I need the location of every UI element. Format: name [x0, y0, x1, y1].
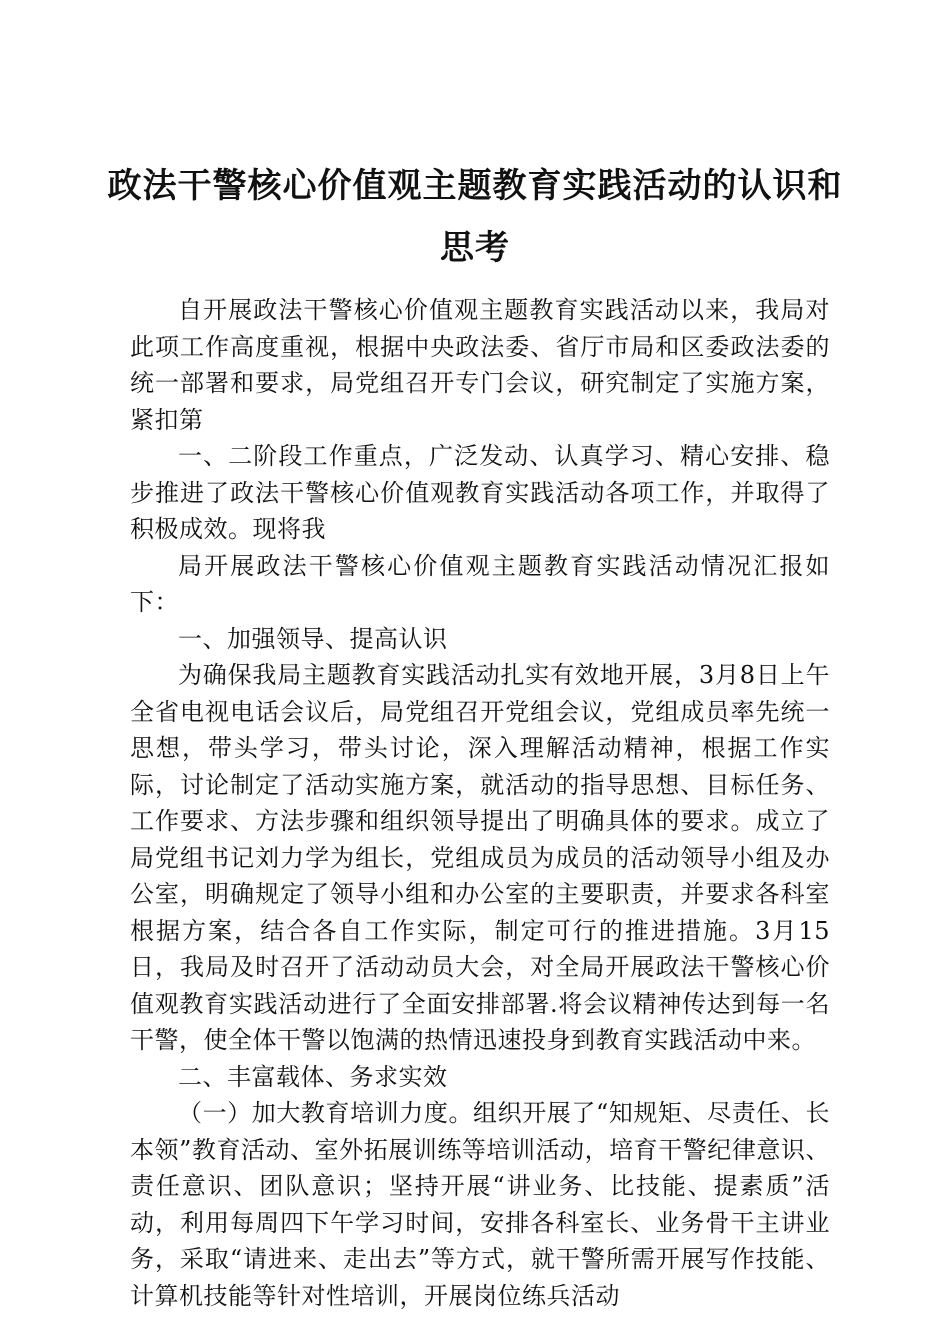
paragraph-intro: 自开展政法干警核心价值观主题教育实践活动以来，我局对此项工作高度重视，根据中央政法委、省厅市局和区委政法委的统一部署和要求，局党组召开专门会议，研究制定了实施方案，紧扣第 — [130, 296, 830, 434]
paragraph-training: （一）加大教育培训力度。组织开展了“知规矩、尽责任、长本领”教育活动、室外拓展训练等培训活动，培育干警纪律意识、责任意识、团队意识；坚持开展“讲业务、比技能、提素质”活动，利用每周四下午学习时间，安排各科室长、业务骨干主讲业务，采取“请进来、走出去”等方式，就干警所需开展写作技能、计算机技能等针对性培训，开展岗位练兵活动 — [130, 1099, 830, 1310]
paragraph-leadership: 为确保我局主题教育实践活动扎实有效地开展，3月8日上午全省电视电话会议后，局党组召开党组会议，党组成员率先统一思想，带头学习，带头讨论，深入理解活动精神，根据工作实际，讨论制定了活动实施方案，就活动的指导思想、目标任务、工作要求、方法步骤和组织领导提出了明确具体的要求。成立了局党组书记刘力学为组长，党组成员为成员的活动领导小组及办公室，明确规定了领导小组和办公室的主要职责，并要求各科室根据方案，结合各自工作实际，制定可行的推进措施。3月15日，我局及时召开了活动动员大会，对全局开展政法干警核心价值观教育实践活动进行了全面安排部署.将会议精神传达到每一名干警，使全体干警以饱满的热情迅速投身到教育实践活动中来。 — [130, 661, 830, 1054]
paragraph-stage: 一、二阶段工作重点，广泛发动、认真学习、精心安排、稳步推进了政法干警核心价值观教育实践活动各项工作，并取得了积极成效。现将我 — [130, 442, 830, 543]
paragraph-report: 局开展政法干警核心价值观主题教育实践活动情况汇报如下： — [130, 551, 830, 616]
document-title: 政法干警核心价值观主题教育实践活动的认识和思考 — [107, 166, 843, 268]
document-body — [130, 292, 830, 1314]
section-heading-2: 二、丰富载体、务求实效 — [178, 1062, 448, 1091]
section-heading-1: 一、加强领导、提高认识 — [178, 624, 448, 653]
